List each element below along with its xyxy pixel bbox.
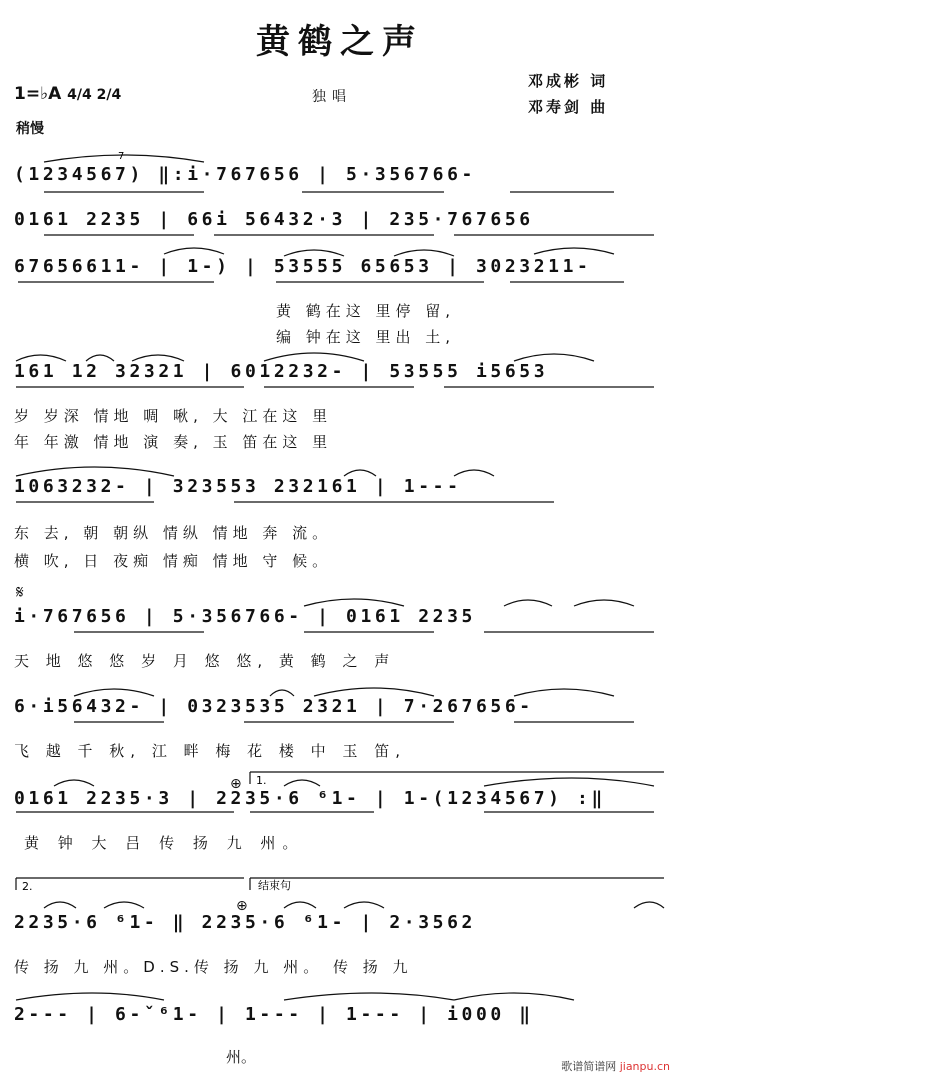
score-row-3 [14,250,664,350]
segno-sign: 𝄋 [16,582,24,603]
notes-row-9: 2235·6 ⁶1- ‖ 2235·6 ⁶1- | 2·3562 [14,912,476,933]
notes-row-1: (1234567) ‖:i·767656 | 5·356766- [14,164,476,185]
lyrics-verse-2: 编 钟在这 里出 土, [276,328,456,346]
lyrics-line: 黄 钟 大 吕 传 扬 九 州。 [24,834,305,852]
score-row-1 [14,151,664,200]
lyrics-line: 飞 越 千 秋, 江 畔 梅 花 楼 中 玉 笛, [14,742,406,760]
notes-row-10: 2--- | 6-ˇ⁶1- | 1--- | 1--- | i000 ‖ [14,1004,534,1025]
lyrics-line: 传 扬 九 州。D.S.传 扬 九 州。 传 扬 九 [14,958,413,976]
composer-credit: 邓寿剑 曲 [528,98,609,116]
score-row-9 [14,872,664,976]
lyrics-line: 州。 [226,1048,257,1066]
notes-row-6: i·767656 | 5·356766- | 0161 2235 [14,606,476,627]
score-row-5 [14,470,664,580]
volta-1-label: 1. [256,774,267,787]
score-row-4 [14,355,664,455]
volta-2-label: 2. [22,880,33,893]
score-row-2 [14,205,664,245]
coda-section-label: 结束句 [258,879,291,892]
notes-row-2: 0161 2235 | 66i 56432·3 | 235·767656 [14,209,534,230]
tempo-marking: 稍慢 [16,121,44,137]
coda-sign-icon: ⊕ [230,776,242,792]
lyrics-line: 天 地 悠 悠 岁 月 悠 悠, 黄 鹤 之 声 [14,652,396,670]
lyrics-verse-1: 岁 岁深 情地 啁 啾, 大 江在这 里 [14,407,333,425]
notes-row-5: 1063232- | 323553 232161 | 1--- [14,476,462,497]
lyrics-verse-1: 东 去, 朝 朝纵 情纵 情地 奔 流。 [14,524,333,542]
lyrics-verse-2: 横 吹, 日 夜痴 情痴 情地 守 候。 [14,552,333,570]
notes-row-3: 67656611- | 1-) | 53555 65653 | 3023211- [14,256,592,277]
site-watermark: 歌谱简谱网 jianpu.cn [561,1060,670,1073]
lyrics-verse-2: 年 年激 情地 演 奏, 玉 笛在这 里 [14,433,333,451]
coda-sign-icon: ⊕ [236,898,248,914]
page-title: 黄鹤之声 [256,22,424,62]
score-row-6 [14,600,664,680]
notes-row-8: 0161 2235·3 | 2235·6 ⁶1- | 1-(1234567) :‖ [14,788,606,809]
score-row-7 [14,690,664,770]
notes-row-7: 6·i56432- | 0323535 2321 | 7·267656- [14,696,534,717]
score-row-8 [14,768,664,858]
performance-mode: 独唱 [312,89,352,105]
key-signature: 1=♭A 4/4 2/4 [14,84,122,104]
tuplet-number: 7 [118,151,125,162]
lyricist-credit: 邓成彬 词 [528,72,609,90]
notes-row-4: 161 12 32321 | 6012232- | 53555 i5653 [14,361,549,382]
lyrics-verse-1: 黄 鹤在这 里停 留, [276,302,456,320]
